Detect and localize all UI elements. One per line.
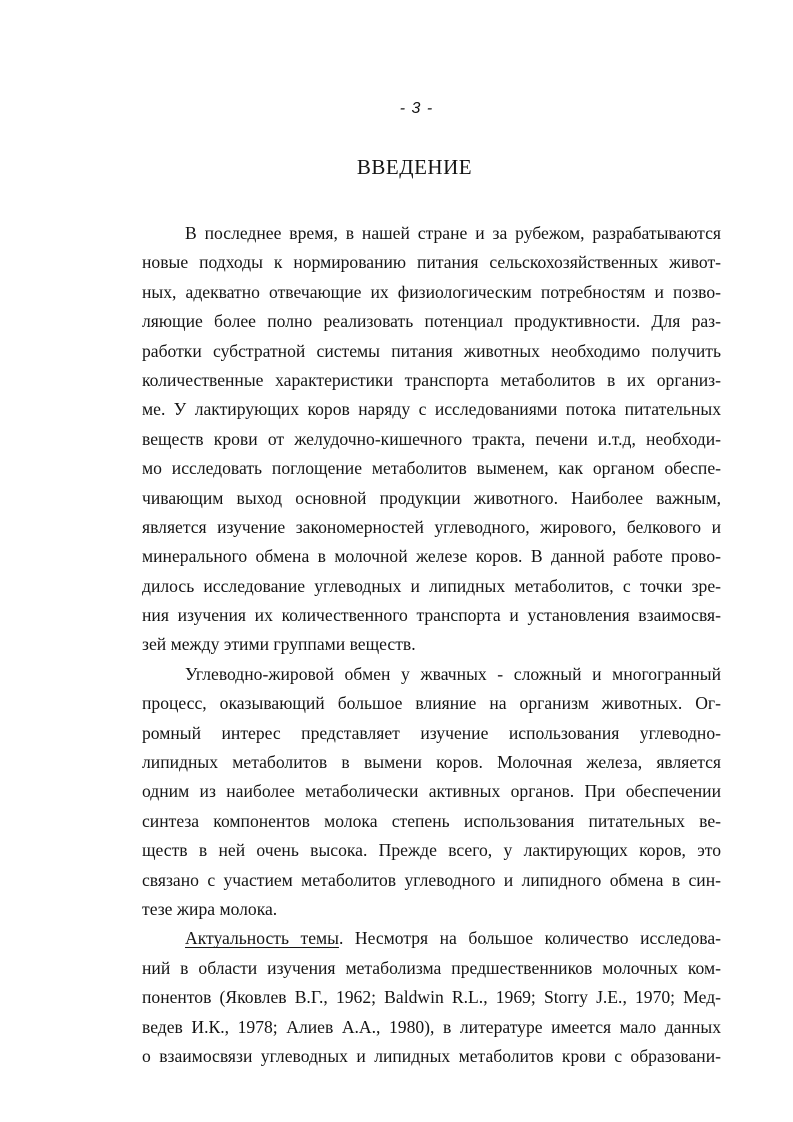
paragraph-1-line: веществ крови от желудочно-кишечного тракта, печени и.т.д, необходи-: [142, 428, 721, 449]
paragraph-1-line: ляющие более полно реализовать потенциал продуктивности. Для раз-: [142, 311, 721, 332]
paragraph-2-line: синтеза компонентов молока степень использования питательных ве-: [142, 810, 721, 831]
paragraph-1-line: В последнее время, в нашей стране и за рубежом, разрабатываются: [185, 223, 721, 243]
section-heading: ВВЕДЕНИЕ: [356, 155, 473, 179]
paragraph-1-line: чивающим выход основной продукции животного. Наиболее важным,: [142, 487, 721, 508]
paragraph-1-line: количественные характеристики транспорта метаболитов в их организ-: [142, 369, 721, 390]
paragraph-2-line: ромный интерес представляет изучение использования углеводно-: [142, 722, 721, 743]
paragraph-2-line: одним из наиболее метаболически активных органов. При обеспечении: [142, 781, 721, 802]
paragraph-3-line: ний в области изучения метаболизма предшественников молочных ком-: [142, 957, 721, 978]
paragraph-1-line: зей между этими группами веществ.: [142, 634, 416, 655]
paragraph-1-line: является изучение закономерностей углеводного, жирового, белкового и: [142, 516, 721, 537]
paragraph-1-line: работки субстратной системы питания животных необходимо получить: [142, 340, 721, 361]
relevance-heading: Актуальность темы: [185, 928, 339, 949]
page-number: - 3 -: [399, 100, 434, 117]
paragraph-1-line: минерального обмена в молочной железе коров. В данной работе прово-: [142, 546, 721, 567]
paragraph-1-line: ния изучения их количественного транспорта и установления взаимосвя-: [142, 605, 721, 626]
paragraph-3-line: о взаимосвязи углеводных и липидных метаболитов крови с образовани-: [142, 1045, 721, 1066]
paragraph-1-line: мо исследовать поглощение метаболитов выменем, как органом обеспе-: [142, 458, 721, 479]
paragraph-3-line: ведев И.К., 1978; Алиев А.А., 1980), в литературе имеется мало данных: [142, 1016, 721, 1037]
paragraph-1-line: новые подходы к нормированию питания сельскохозяйственных живот-: [142, 252, 721, 273]
relevance-heading-rest: . Несмотря на большое количество исследова-: [338, 928, 721, 949]
body-text: [142, 219, 721, 1071]
paragraph-2-line: Углеводно-жировой обмен у жвачных - сложный и многогранный: [185, 663, 721, 684]
paragraph-3-first-line: [142, 924, 721, 953]
paragraph-2-line: тезе жира молока.: [142, 898, 278, 919]
paragraph-1-line: дилось исследование углеводных и липидных метаболитов, с точки зре-: [142, 575, 721, 596]
paragraph-2-line: связано с участием метаболитов углеводного и липидного обмена в син-: [142, 869, 721, 890]
paragraph-2-line: липидных метаболитов в вымени коров. Молочная железа, является: [142, 752, 721, 773]
paragraph-1-line: ме. У лактирующих коров наряду с исследованиями потока питательных: [142, 399, 721, 420]
paragraph-2-line: ществ в ней очень высока. Прежде всего, у лактирующих коров, это: [142, 840, 721, 861]
paragraph-2-line: процесс, оказывающий большое влияние на организм животных. Ог-: [142, 693, 721, 714]
paragraph-1-line: ных, адекватно отвечающие их физиологическим потребностям и позво-: [142, 281, 721, 302]
paragraph-3-line: понентов (Яковлев В.Г., 1962; Baldwin R.L., 1969; Storry J.E., 1970; Мед-: [142, 987, 721, 1008]
